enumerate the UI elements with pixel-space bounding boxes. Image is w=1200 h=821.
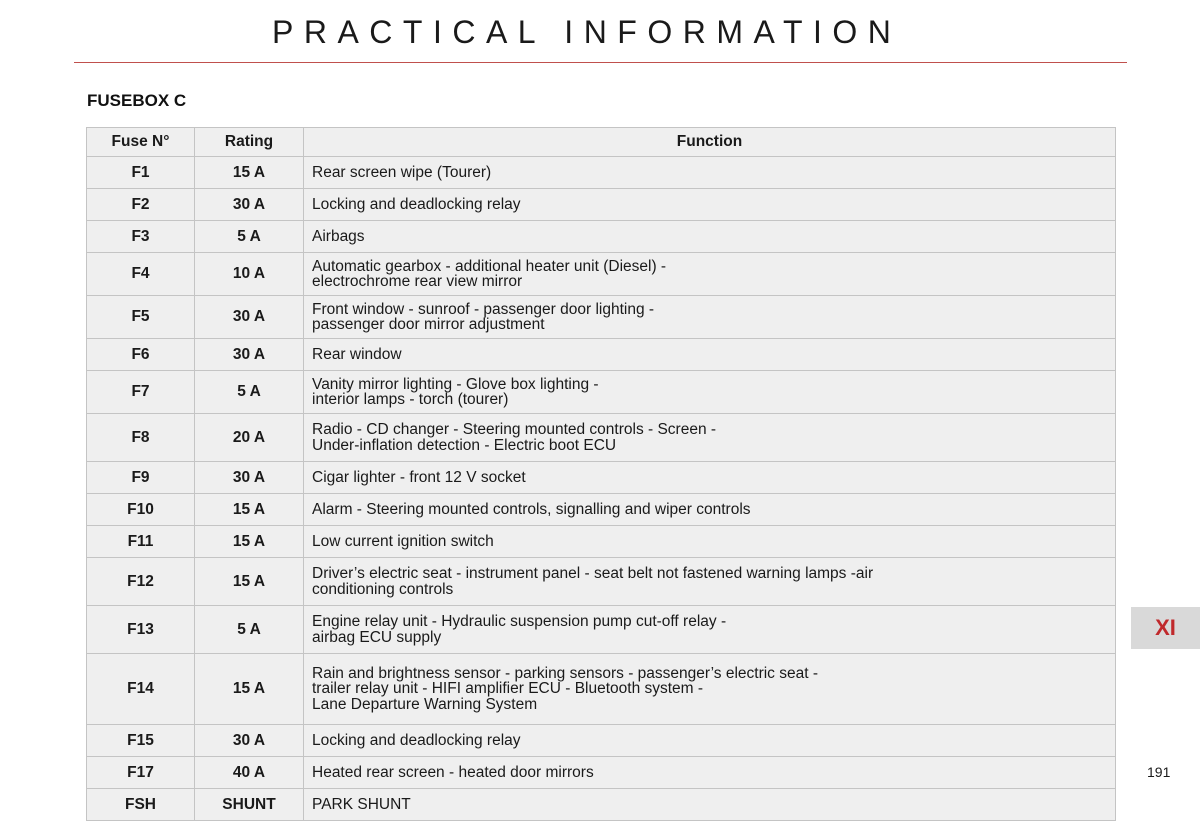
fuse-number-cell: FSH: [87, 789, 195, 821]
fuse-rating-cell: 20 A: [195, 414, 304, 462]
title-divider: [74, 62, 1127, 63]
fuse-function-cell: [304, 296, 1116, 339]
fuse-number-cell: F2: [87, 189, 195, 221]
function-line: airbag ECU supply: [312, 628, 442, 646]
function-line: trailer relay unit - HIFI amplifier ECU - Bluetooth system -: [312, 680, 704, 698]
table-row: [87, 606, 1116, 654]
function-line: Locking and deadlocking relay: [312, 731, 521, 749]
table-row: [87, 296, 1116, 339]
fuse-function-cell: [304, 789, 1116, 821]
function-line: Rear window: [312, 345, 402, 363]
page-title: PRACTICAL INFORMATION: [272, 14, 902, 50]
fuse-rating-cell: 15 A: [195, 558, 304, 606]
fuse-rating-cell: 15 A: [195, 654, 304, 725]
fuse-function-cell: [304, 221, 1116, 253]
fuse-function-cell: [304, 371, 1116, 414]
table-row: [87, 789, 1116, 821]
fuse-number-cell: F1: [87, 157, 195, 189]
fuse-table: [86, 127, 1116, 821]
fuse-number-cell: F7: [87, 371, 195, 414]
table-row: [87, 725, 1116, 757]
fuse-function-cell: [304, 253, 1116, 296]
fuse-number-cell: F14: [87, 654, 195, 725]
fuse-number-cell: F9: [87, 462, 195, 494]
fuse-rating-cell: 5 A: [195, 606, 304, 654]
fuse-function-cell: [304, 654, 1116, 725]
table-row: [87, 526, 1116, 558]
fuse-function-cell: [304, 558, 1116, 606]
fuse-number-cell: F12: [87, 558, 195, 606]
function-line: electrochrome rear view mirror: [312, 273, 523, 290]
fuse-function-cell: [304, 606, 1116, 654]
table-row: [87, 371, 1116, 414]
table-row: [87, 654, 1116, 725]
fuse-function-cell: [304, 494, 1116, 526]
table-row: [87, 221, 1116, 253]
fuse-rating-cell: 5 A: [195, 221, 304, 253]
fuse-rating-cell: 15 A: [195, 157, 304, 189]
fuse-rating-cell: 40 A: [195, 757, 304, 789]
fuse-number-cell: F13: [87, 606, 195, 654]
fuse-rating-cell: 30 A: [195, 462, 304, 494]
fuse-rating-cell: 30 A: [195, 296, 304, 339]
table-row: [87, 494, 1116, 526]
table-row: [87, 157, 1116, 189]
page-number: 191: [1147, 764, 1171, 780]
fuse-number-cell: F3: [87, 221, 195, 253]
fuse-function-cell: [304, 526, 1116, 558]
fuse-number-cell: F8: [87, 414, 195, 462]
table-row: [87, 757, 1116, 789]
function-line: Engine relay unit - Hydraulic suspension pump cut-off relay -: [312, 613, 727, 630]
function-line: Automatic gearbox - additional heater unit (Diesel) -: [312, 257, 667, 275]
table-row: [87, 414, 1116, 462]
function-line: conditioning controls: [312, 580, 454, 598]
fuse-rating-cell: 30 A: [195, 725, 304, 757]
fuse-function-cell: [304, 157, 1116, 189]
fuse-number-cell: F17: [87, 757, 195, 789]
function-line: Lane Departure Warning System: [312, 695, 538, 713]
fuse-number-cell: F15: [87, 725, 195, 757]
chapter-tab[interactable]: XI: [1131, 607, 1200, 649]
function-line: Cigar lighter - front 12 V socket: [312, 468, 526, 486]
function-line: Front window - sunroof - passenger door lighting -: [312, 300, 655, 318]
function-line: Driver’s electric seat - instrument panel - seat belt not fastened warning lamps -air: [312, 565, 874, 582]
function-line: Locking and deadlocking relay: [312, 195, 521, 213]
section-title: FUSEBOX C: [87, 91, 187, 110]
table-header-row: [87, 128, 1116, 157]
table-row: [87, 339, 1116, 371]
table-row: [87, 462, 1116, 494]
function-line: Heated rear screen - heated door mirrors: [312, 763, 594, 781]
fuse-function-cell: [304, 339, 1116, 371]
fuse-number-cell: F5: [87, 296, 195, 339]
function-line: PARK SHUNT: [312, 795, 411, 813]
fuse-rating-cell: 10 A: [195, 253, 304, 296]
fuse-rating-cell: 5 A: [195, 371, 304, 414]
function-line: Low current ignition switch: [312, 532, 494, 550]
function-line: interior lamps - torch (tourer): [312, 391, 509, 408]
fuse-number-cell: F4: [87, 253, 195, 296]
fuse-number-cell: F6: [87, 339, 195, 371]
fuse-function-cell: [304, 189, 1116, 221]
fuse-rating-cell: 15 A: [195, 494, 304, 526]
table-row: [87, 189, 1116, 221]
fuse-rating-cell: 30 A: [195, 339, 304, 371]
fuse-function-cell: [304, 462, 1116, 494]
column-header-function: Function: [304, 128, 1116, 157]
column-header-rating: Rating: [195, 128, 304, 157]
fuse-rating-cell: 30 A: [195, 189, 304, 221]
table-row: [87, 253, 1116, 296]
function-line: Rain and brightness sensor - parking sensors - passenger’s electric seat -: [312, 664, 819, 682]
function-line: Vanity mirror lighting - Glove box lighting -: [312, 375, 599, 393]
column-header-fuse: Fuse N°: [87, 128, 195, 157]
function-line: Airbags: [312, 227, 365, 245]
function-line: Alarm - Steering mounted controls, signalling and wiper controls: [312, 500, 751, 518]
fuse-number-cell: F11: [87, 526, 195, 558]
function-line: passenger door mirror adjustment: [312, 316, 545, 333]
fuse-rating-cell: SHUNT: [195, 789, 304, 821]
function-line: Under-inflation detection - Electric boot ECU: [312, 436, 617, 454]
fuse-number-cell: F10: [87, 494, 195, 526]
fuse-rating-cell: 15 A: [195, 526, 304, 558]
function-line: Radio - CD changer - Steering mounted controls - Screen -: [312, 421, 717, 438]
table-row: [87, 558, 1116, 606]
fuse-function-cell: [304, 725, 1116, 757]
function-line: Rear screen wipe (Tourer): [312, 163, 492, 181]
fuse-function-cell: [304, 414, 1116, 462]
fuse-function-cell: [304, 757, 1116, 789]
